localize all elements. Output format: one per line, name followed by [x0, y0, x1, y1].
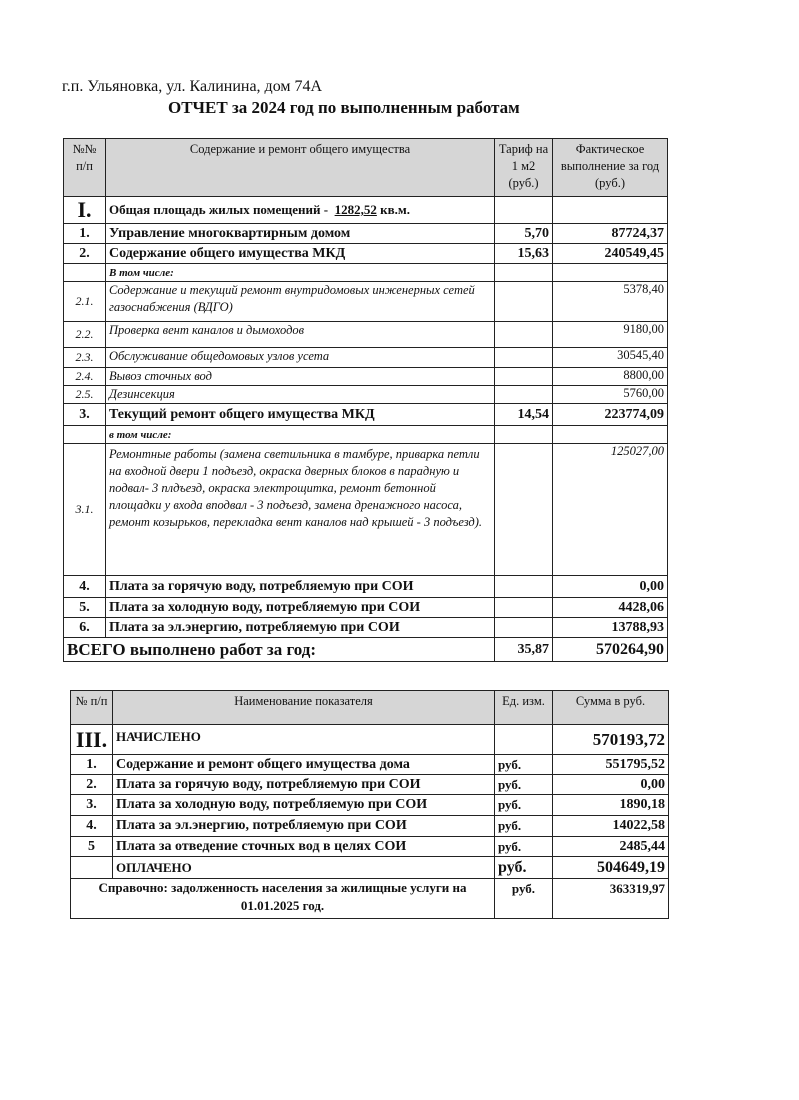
- row-num: 2.3.: [64, 348, 106, 368]
- row-name: Ремонтные работы (замена светильника в тамбуре, приварка петли на входной двери 1 подъезд, окраска дверных блоков в парадную и подвал- 3 плдъезд, окраска электрощитка, ремонт бетонной площадки у входа вподвал - 3 подъезд, замена дренажного насоса, ремонт козырьков, перекладка вент каналов над крышей - 3 подъезд).: [106, 444, 495, 576]
- address: г.п. Ульяновка, ул. Калинина, дом 74А: [62, 78, 323, 95]
- row-unit: руб.: [495, 837, 553, 857]
- row-name: Плата за отведение сточных вод в целях СОИ: [113, 837, 495, 857]
- row-num: 2.2.: [64, 322, 106, 348]
- row-unit: руб.: [495, 755, 553, 775]
- row-value: 2485,44: [553, 837, 669, 857]
- header-num: №№ п/п: [64, 139, 106, 197]
- row-name: Содержание общего имущества МКД: [106, 244, 495, 264]
- debt-unit: руб.: [495, 879, 553, 919]
- row-value: 13788,93: [553, 618, 668, 638]
- row-value: 87724,37: [553, 224, 668, 244]
- row-num: 6.: [64, 618, 106, 638]
- header-tariff: Тариф на 1 м2 (руб.): [495, 139, 553, 197]
- accruals-table: [70, 690, 669, 919]
- header-unit: Ед. изм.: [495, 691, 553, 725]
- total-label: ВСЕГО выполнено работ за год:: [64, 638, 495, 662]
- row-num: 2.4.: [64, 368, 106, 386]
- header-actual: Фактическое выполнение за год (руб.): [553, 139, 668, 197]
- paid-value: 504649,19: [553, 857, 669, 879]
- row-value: 5760,00: [553, 386, 668, 404]
- row-unit: руб.: [495, 775, 553, 795]
- paid-unit: руб.: [495, 857, 553, 879]
- row-name: Плата за горячую воду, потребляемую при СОИ: [106, 576, 495, 598]
- row-tariff: 15,63: [495, 244, 553, 264]
- row-num: 2.1.: [64, 282, 106, 322]
- row-num: 3.: [71, 795, 113, 816]
- row-num: 3.: [64, 404, 106, 426]
- row-value: 551795,52: [553, 755, 669, 775]
- row-name: Текущий ремонт общего имущества МКД: [106, 404, 495, 426]
- subheading: В том числе:: [106, 264, 495, 282]
- area-value: 1282,52: [334, 202, 377, 217]
- section-label: НАЧИСЛЕНО: [113, 725, 495, 755]
- row-value: 30545,40: [553, 348, 668, 368]
- debt-value: 363319,97: [553, 879, 669, 919]
- row-name: Плата за эл.энергию, потребляемую при СОИ: [113, 816, 495, 837]
- row-name: Вывоз сточных вод: [106, 368, 495, 386]
- total-value: 570264,90: [553, 638, 668, 662]
- row-num: 4.: [64, 576, 106, 598]
- row-value: 240549,45: [553, 244, 668, 264]
- area-unit: кв.м.: [380, 202, 410, 217]
- row-name: Дезинсекция: [106, 386, 495, 404]
- row-value: 0,00: [553, 576, 668, 598]
- row-value: 1890,18: [553, 795, 669, 816]
- row-name: Обслуживание общедомовых узлов усета: [106, 348, 495, 368]
- row-num: 4.: [71, 816, 113, 837]
- row-name: Плата за холодную воду, потребляемую при СОИ: [106, 598, 495, 618]
- row-value: 4428,06: [553, 598, 668, 618]
- header-name: Содержание и ремонт общего имущества: [106, 139, 495, 197]
- row-unit: руб.: [495, 816, 553, 837]
- header-sum: Сумма в руб.: [553, 691, 669, 725]
- works-table: [63, 138, 668, 662]
- row-value: 125027,00: [553, 444, 668, 576]
- header-name: Наименование показателя: [113, 691, 495, 725]
- row-name: Плата за горячую воду, потребляемую при СОИ: [113, 775, 495, 795]
- paid-label: ОПЛАЧЕНО: [113, 857, 495, 879]
- row-unit: руб.: [495, 795, 553, 816]
- row-num: 5: [71, 837, 113, 857]
- row-tariff: 14,54: [495, 404, 553, 426]
- subheading: в том числе:: [106, 426, 495, 444]
- row-num: 3.1.: [64, 444, 106, 576]
- row-num: 5.: [64, 598, 106, 618]
- section-num: III.: [71, 725, 113, 755]
- row-num: 1.: [71, 755, 113, 775]
- row-value: 223774,09: [553, 404, 668, 426]
- row-name: Проверка вент каналов и дымоходов: [106, 322, 495, 348]
- report-title: ОТЧЕТ за 2024 год по выполненным работам: [168, 98, 520, 117]
- row-num: 2.: [64, 244, 106, 264]
- section-num: I.: [64, 197, 106, 224]
- area-label: Общая площадь жилых помещений -: [109, 202, 329, 217]
- row-tariff: 5,70: [495, 224, 553, 244]
- section-value: 570193,72: [553, 725, 669, 755]
- row-name: Управление многоквартирным домом: [106, 224, 495, 244]
- total-tariff: 35,87: [495, 638, 553, 662]
- debt-reference: Справочно: задолженность населения за жилищные услуги на 01.01.2025 год.: [71, 879, 495, 919]
- row-name: Содержание и ремонт общего имущества дома: [113, 755, 495, 775]
- row-value: 8800,00: [553, 368, 668, 386]
- row-name: Содержание и текущий ремонт внутридомовых инженерных сетей газоснабжения (ВДГО): [106, 282, 495, 322]
- row-num: 1.: [64, 224, 106, 244]
- row-num: 2.: [71, 775, 113, 795]
- row-value: 9180,00: [553, 322, 668, 348]
- row-num: 2.5.: [64, 386, 106, 404]
- row-value: 5378,40: [553, 282, 668, 322]
- row-value: 0,00: [553, 775, 669, 795]
- row-name: Плата за холодную воду, потребляемую при СОИ: [113, 795, 495, 816]
- row-name: Плата за эл.энергию, потребляемую при СОИ: [106, 618, 495, 638]
- header-num: № п/п: [71, 691, 113, 725]
- area-cell: [106, 197, 495, 224]
- row-value: 14022,58: [553, 816, 669, 837]
